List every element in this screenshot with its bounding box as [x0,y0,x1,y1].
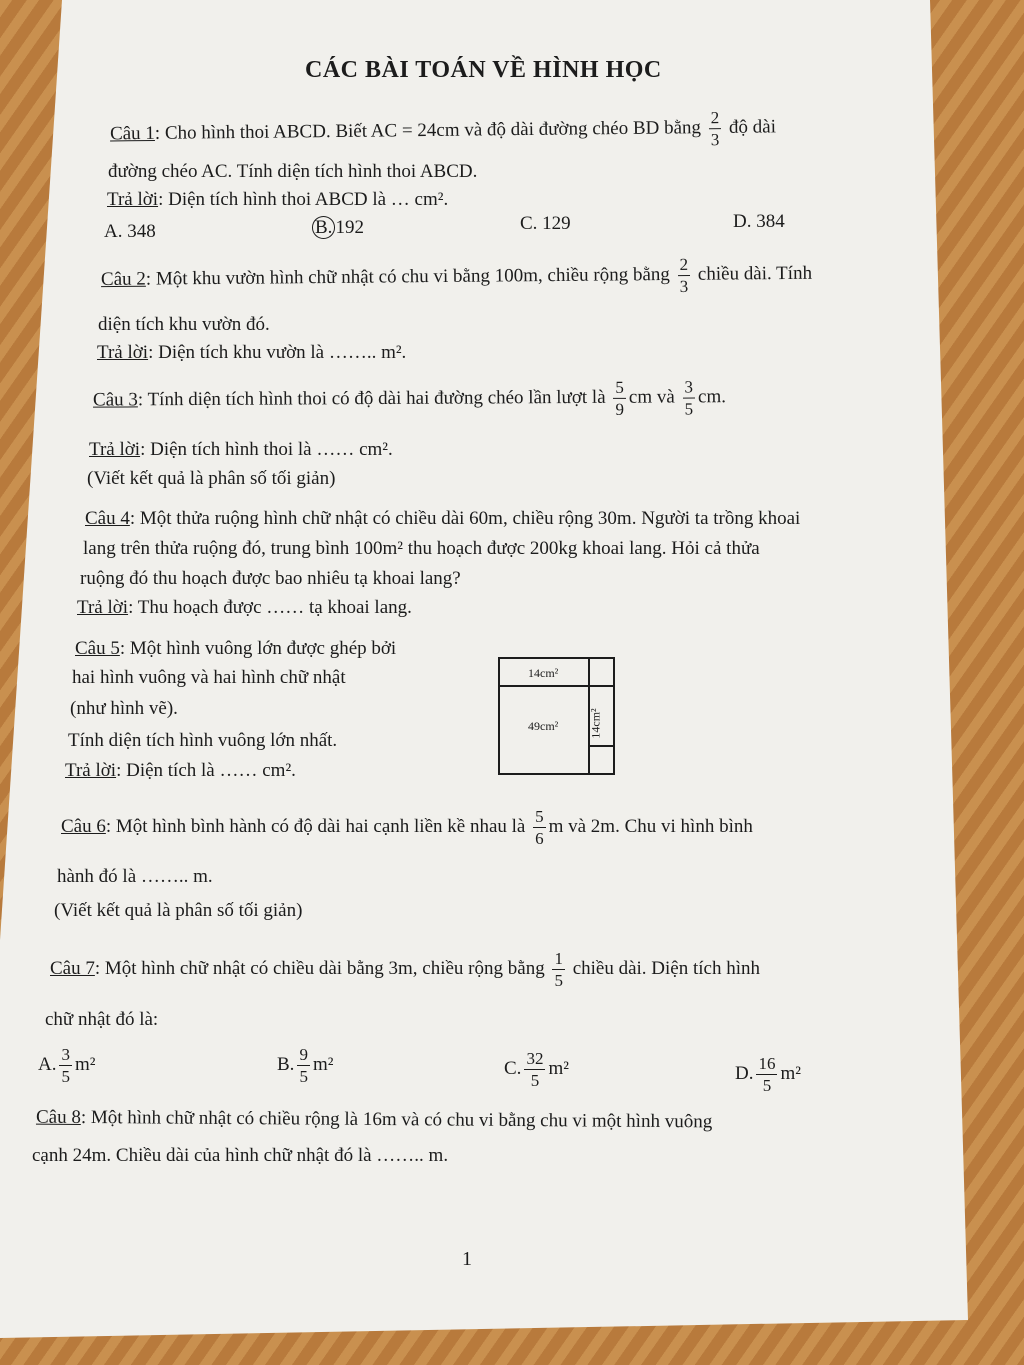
square-figure [498,657,615,775]
question-4: Câu 4: Một thửa ruộng hình chữ nhật có chiều dài 60m, chiều rộng 30m. Người ta trồng khoai [85,508,801,529]
question-2-answer: Trả lời: Diện tích khu vườn là …….. m². [97,342,407,363]
question-4-line2: lang trên thửa ruộng đó, trung bình 100m² thu hoạch được 200kg khoai lang. Hỏi cả thửa [83,538,760,559]
question-label: Câu 8 [35,1106,81,1128]
page-title: CÁC BÀI TOÁN VỀ HÌNH HỌC [305,57,662,83]
option-d[interactable]: D. 384 [733,211,785,232]
question-3-answer: Trả lời: Diện tích hình thoi là …… cm². [89,439,393,460]
figure-divider [500,685,613,687]
question-7-line2: chữ nhật đó là: [45,1009,159,1030]
fraction: $\frac{5}{6}$ [535,807,544,848]
question-8-line2: cạnh 24m. Chiều dài của hình chữ nhật đó là …….. m. [32,1145,449,1166]
fraction: $\frac{3}{5}$ [684,377,694,419]
question-6-note: (Viết kết quả là phân số tối giản) [54,900,303,921]
question-1: Câu 1: Cho hình thoi ABCD. Biết AC = 24cm và độ dài đường chéo BD bằng $\frac{2}{3}$ độ dài [109,108,777,150]
question-7: Câu 7: Một hình chữ nhật có chiều dài bằng 3m, chiều rộng bằng $\frac{1}{5}$ chiều dài. Diện tích hình [50,949,761,990]
question-6-line2: hành đó là …….. m. [57,866,213,887]
fraction: $\frac{2}{3}$ [710,108,720,150]
fraction: $\frac{1}{5}$ [554,949,563,990]
question-2-line2: diện tích khu vườn đó. [98,314,270,335]
option-a[interactable]: A. $\frac{3}{5}$ m² [38,1045,96,1086]
fraction: $\frac{2}{3}$ [679,254,689,297]
question-5: Câu 5: Một hình vuông lớn được ghép bởi [75,638,397,659]
figure-divider [588,745,613,747]
question-label: Câu 7 [50,957,95,979]
question-label: Câu 4 [85,508,130,529]
figure-big-label: 49cm² [528,719,559,733]
question-label: Câu 6 [61,815,106,837]
question-6: Câu 6: Một hình bình hành có độ dài hai cạnh liền kề nhau là $\frac{5}{6}$ m và 2m. Chu vi hình bình [61,807,753,848]
question-label: Câu 5 [75,638,120,659]
question-8: Câu 8: Một hình chữ nhật có chiều rộng là 16m và có chu vi bằng chu vi một hình vuông [35,1106,713,1133]
question-5-line4: Tính diện tích hình vuông lớn nhất. [68,730,338,751]
question-4-line3: ruộng đó thu hoạch được bao nhiêu tạ khoai lang? [80,568,461,589]
selected-answer-circle: B. [312,216,335,239]
option-c[interactable]: C. $\frac{32}{5}$ m² [504,1049,569,1090]
question-5-line3: (như hình vẽ). [70,698,178,719]
question-4-answer: Trả lời: Thu hoạch được …… tạ khoai lang. [77,597,412,618]
option-b[interactable]: B. $\frac{9}{5}$ m² [277,1045,334,1086]
question-3-note: (Viết kết quả là phân số tối giản) [87,468,336,489]
option-c[interactable]: C. 129 [520,213,571,234]
question-3: Câu 3: Tính diện tích hình thoi có độ dài hai đường chéo lần lượt là $\frac{5}{9}$ cm và $\frac{3}{5}$ cm. [92,377,727,419]
question-label: Câu 3 [92,389,138,411]
question-5-line2: hai hình vuông và hai hình chữ nhật [72,667,346,688]
question-1-answer: Trả lời: Diện tích hình thoi ABCD là … cm². [107,189,449,210]
question-label: Câu 1 [109,122,155,145]
question-5-answer: Trả lời: Diện tích là …… cm². [65,760,296,781]
question-1-line2: đường chéo AC. Tính diện tích hình thoi ABCD. [108,161,478,182]
question-2: Câu 2: Một khu vườn hình chữ nhật có chu vi bằng 100m, chiều rộng bằng $\frac{2}{3}$ chiều dài. Tính [100,254,813,297]
page-number: 1 [462,1248,472,1270]
figure-top-label: 14cm² [528,666,559,680]
option-b-selected[interactable]: B. 192 [312,218,364,237]
option-a[interactable]: A. 348 [104,221,156,242]
fraction: $\frac{5}{9}$ [615,377,624,419]
figure-side-label: 14cm² [588,708,603,739]
option-d[interactable]: D. $\frac{16}{5}$ m² [735,1054,801,1095]
question-label: Câu 2 [100,268,146,290]
